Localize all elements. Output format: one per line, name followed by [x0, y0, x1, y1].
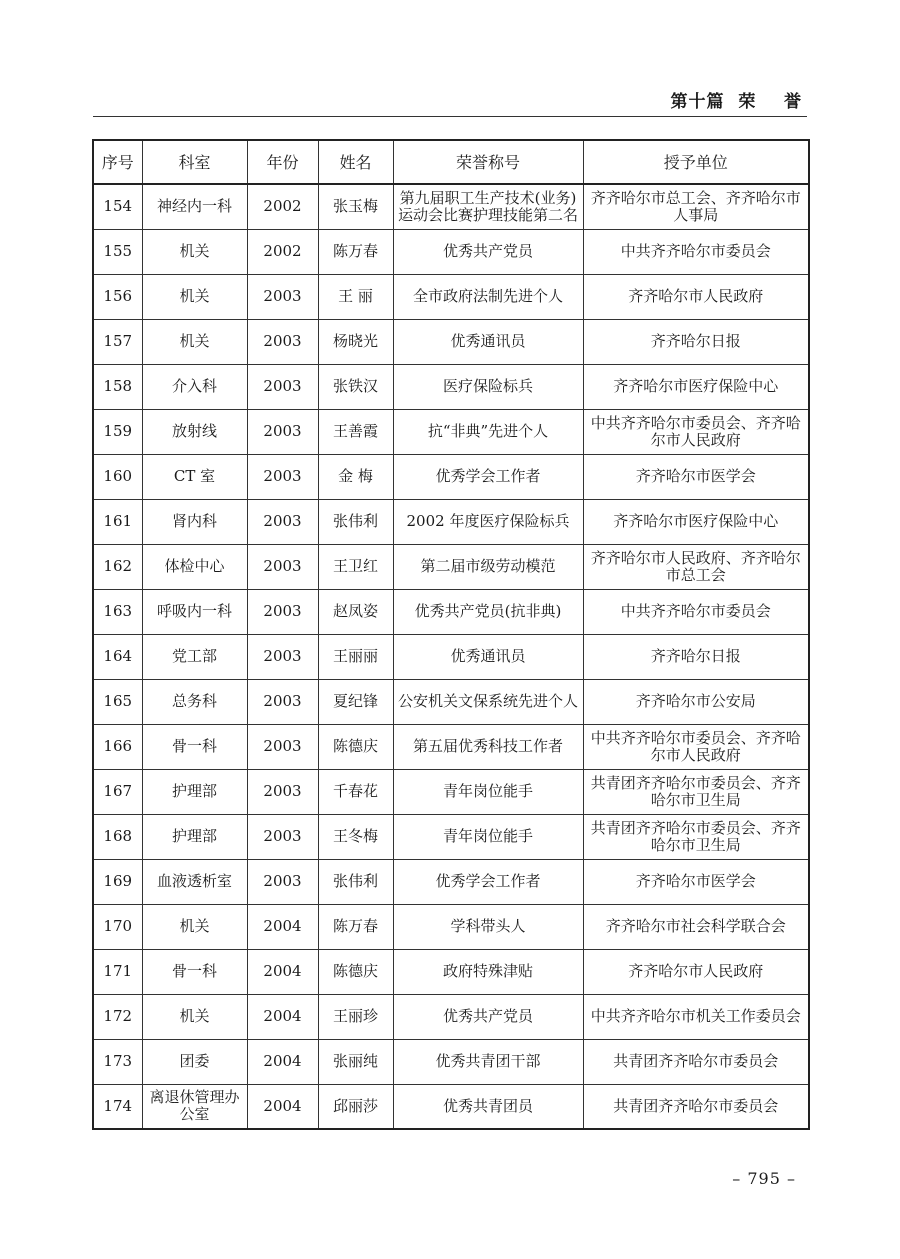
cell-name: 张玉梅 [318, 184, 393, 229]
cell-department: 团委 [142, 1039, 247, 1084]
cell-issuer: 齐齐哈尔市医疗保险中心 [583, 364, 809, 409]
honors-table [92, 139, 810, 1130]
table-row [93, 949, 809, 994]
cell-serial: 167 [93, 769, 142, 814]
cell-year: 2004 [247, 949, 318, 994]
cell-name: 王 丽 [318, 274, 393, 319]
cell-department: 总务科 [142, 679, 247, 724]
cell-honor: 优秀共产党员 [393, 229, 583, 274]
cell-name: 千春花 [318, 769, 393, 814]
cell-issuer: 共青团齐齐哈尔市委员会、齐齐哈尔市卫生局 [583, 769, 809, 814]
cell-serial: 156 [93, 274, 142, 319]
cell-department: 神经内一科 [142, 184, 247, 229]
cell-name: 王冬梅 [318, 814, 393, 859]
cell-honor: 第九届职工生产技术(业务)运动会比赛护理技能第二名 [393, 184, 583, 229]
cell-honor: 学科带头人 [393, 904, 583, 949]
cell-department: 机关 [142, 904, 247, 949]
cell-honor: 第二届市级劳动模范 [393, 544, 583, 589]
cell-serial: 158 [93, 364, 142, 409]
cell-year: 2004 [247, 1039, 318, 1084]
cell-name: 王善霞 [318, 409, 393, 454]
cell-name: 陈万春 [318, 904, 393, 949]
table-row [93, 274, 809, 319]
cell-honor: 青年岗位能手 [393, 769, 583, 814]
cell-year: 2002 [247, 229, 318, 274]
cell-honor: 优秀共青团员 [393, 1084, 583, 1129]
cell-serial: 163 [93, 589, 142, 634]
cell-name: 赵凤姿 [318, 589, 393, 634]
cell-issuer: 共青团齐齐哈尔市委员会 [583, 1084, 809, 1129]
cell-year: 2003 [247, 364, 318, 409]
cell-serial: 168 [93, 814, 142, 859]
cell-serial: 159 [93, 409, 142, 454]
cell-year: 2003 [247, 859, 318, 904]
cell-year: 2002 [247, 184, 318, 229]
cell-serial: 171 [93, 949, 142, 994]
cell-honor: 医疗保险标兵 [393, 364, 583, 409]
table-row [93, 859, 809, 904]
cell-year: 2004 [247, 994, 318, 1039]
cell-serial: 160 [93, 454, 142, 499]
page-number: – 795 – [732, 1169, 796, 1188]
cell-issuer: 齐齐哈尔市医学会 [583, 454, 809, 499]
cell-name: 陈万春 [318, 229, 393, 274]
cell-name: 张伟利 [318, 499, 393, 544]
cell-issuer: 齐齐哈尔日报 [583, 634, 809, 679]
cell-year: 2003 [247, 499, 318, 544]
cell-year: 2003 [247, 454, 318, 499]
table-header-row [93, 140, 809, 184]
table-row [93, 679, 809, 724]
cell-issuer: 共青团齐齐哈尔市委员会、齐齐哈尔市卫生局 [583, 814, 809, 859]
table-row [93, 229, 809, 274]
cell-department: 机关 [142, 994, 247, 1039]
table-body [93, 184, 809, 1129]
table-row [93, 994, 809, 1039]
table-row [93, 1084, 809, 1129]
cell-name: 张铁汉 [318, 364, 393, 409]
cell-department: 血液透析室 [142, 859, 247, 904]
cell-serial: 161 [93, 499, 142, 544]
cell-serial: 174 [93, 1084, 142, 1129]
cell-year: 2003 [247, 724, 318, 769]
cell-department: 体检中心 [142, 544, 247, 589]
table-row [93, 364, 809, 409]
cell-issuer: 齐齐哈尔市医疗保险中心 [583, 499, 809, 544]
cell-issuer: 齐齐哈尔日报 [583, 319, 809, 364]
table-row [93, 1039, 809, 1084]
cell-year: 2003 [247, 589, 318, 634]
cell-name: 王卫红 [318, 544, 393, 589]
cell-issuer: 齐齐哈尔市社会科学联合会 [583, 904, 809, 949]
cell-name: 王丽丽 [318, 634, 393, 679]
cell-honor: 优秀共产党员 [393, 994, 583, 1039]
table-row [93, 499, 809, 544]
table-row [93, 454, 809, 499]
cell-issuer: 齐齐哈尔市人民政府 [583, 949, 809, 994]
header-divider [93, 116, 807, 117]
cell-honor: 全市政府法制先进个人 [393, 274, 583, 319]
table-row [93, 544, 809, 589]
cell-issuer: 中共齐齐哈尔市委员会、齐齐哈尔市人民政府 [583, 409, 809, 454]
cell-year: 2003 [247, 409, 318, 454]
cell-department: 离退休管理办公室 [142, 1084, 247, 1129]
cell-year: 2004 [247, 904, 318, 949]
cell-year: 2003 [247, 679, 318, 724]
cell-honor: 优秀共产党员(抗非典) [393, 589, 583, 634]
cell-serial: 172 [93, 994, 142, 1039]
cell-honor: 优秀学会工作者 [393, 859, 583, 904]
column-header: 授予单位 [583, 140, 809, 184]
table-row [93, 319, 809, 364]
section-header: 第十篇 荣 誉 [670, 92, 802, 112]
table-row [93, 724, 809, 769]
cell-name: 杨晓光 [318, 319, 393, 364]
cell-issuer: 中共齐齐哈尔市委员会、齐齐哈尔市人民政府 [583, 724, 809, 769]
cell-issuer: 中共齐齐哈尔市机关工作委员会 [583, 994, 809, 1039]
cell-department: 肾内科 [142, 499, 247, 544]
cell-year: 2003 [247, 274, 318, 319]
column-header: 年份 [247, 140, 318, 184]
table-row [93, 184, 809, 229]
cell-department: 骨一科 [142, 949, 247, 994]
cell-serial: 173 [93, 1039, 142, 1084]
cell-serial: 166 [93, 724, 142, 769]
cell-department: 放射线 [142, 409, 247, 454]
cell-honor: 青年岗位能手 [393, 814, 583, 859]
table-row [93, 634, 809, 679]
cell-honor: 抗“非典”先进个人 [393, 409, 583, 454]
cell-year: 2003 [247, 319, 318, 364]
cell-honor: 政府特殊津贴 [393, 949, 583, 994]
cell-department: 骨一科 [142, 724, 247, 769]
cell-honor: 公安机关文保系统先进个人 [393, 679, 583, 724]
cell-year: 2003 [247, 769, 318, 814]
cell-year: 2004 [247, 1084, 318, 1129]
cell-name: 邱丽莎 [318, 1084, 393, 1129]
cell-department: 机关 [142, 319, 247, 364]
table-row [93, 814, 809, 859]
cell-year: 2003 [247, 634, 318, 679]
cell-department: 呼吸内一科 [142, 589, 247, 634]
cell-year: 2003 [247, 814, 318, 859]
cell-name: 张伟利 [318, 859, 393, 904]
cell-name: 张丽纯 [318, 1039, 393, 1084]
cell-serial: 162 [93, 544, 142, 589]
cell-department: 护理部 [142, 769, 247, 814]
cell-department: 介入科 [142, 364, 247, 409]
cell-issuer: 共青团齐齐哈尔市委员会 [583, 1039, 809, 1084]
cell-issuer: 中共齐齐哈尔市委员会 [583, 229, 809, 274]
cell-issuer: 齐齐哈尔市公安局 [583, 679, 809, 724]
cell-issuer: 中共齐齐哈尔市委员会 [583, 589, 809, 634]
cell-serial: 154 [93, 184, 142, 229]
cell-issuer: 齐齐哈尔市医学会 [583, 859, 809, 904]
cell-department: 党工部 [142, 634, 247, 679]
column-header: 姓名 [318, 140, 393, 184]
cell-serial: 164 [93, 634, 142, 679]
cell-department: 护理部 [142, 814, 247, 859]
cell-name: 金 梅 [318, 454, 393, 499]
cell-honor: 优秀通讯员 [393, 634, 583, 679]
cell-year: 2003 [247, 544, 318, 589]
column-header: 科室 [142, 140, 247, 184]
cell-name: 夏纪锋 [318, 679, 393, 724]
cell-name: 王丽珍 [318, 994, 393, 1039]
cell-honor: 第五届优秀科技工作者 [393, 724, 583, 769]
cell-serial: 170 [93, 904, 142, 949]
cell-issuer: 齐齐哈尔市人民政府 [583, 274, 809, 319]
cell-department: 机关 [142, 229, 247, 274]
table-row [93, 904, 809, 949]
cell-department: CT 室 [142, 454, 247, 499]
column-header: 序号 [93, 140, 142, 184]
cell-name: 陈德庆 [318, 949, 393, 994]
cell-name: 陈德庆 [318, 724, 393, 769]
cell-serial: 157 [93, 319, 142, 364]
cell-honor: 优秀学会工作者 [393, 454, 583, 499]
cell-honor: 优秀通讯员 [393, 319, 583, 364]
cell-issuer: 齐齐哈尔市人民政府、齐齐哈尔市总工会 [583, 544, 809, 589]
cell-honor: 2002 年度医疗保险标兵 [393, 499, 583, 544]
cell-serial: 155 [93, 229, 142, 274]
cell-serial: 165 [93, 679, 142, 724]
cell-honor: 优秀共青团干部 [393, 1039, 583, 1084]
column-header: 荣誉称号 [393, 140, 583, 184]
cell-department: 机关 [142, 274, 247, 319]
cell-issuer: 齐齐哈尔市总工会、齐齐哈尔市人事局 [583, 184, 809, 229]
table-row [93, 409, 809, 454]
cell-serial: 169 [93, 859, 142, 904]
table-row [93, 589, 809, 634]
table-row [93, 769, 809, 814]
